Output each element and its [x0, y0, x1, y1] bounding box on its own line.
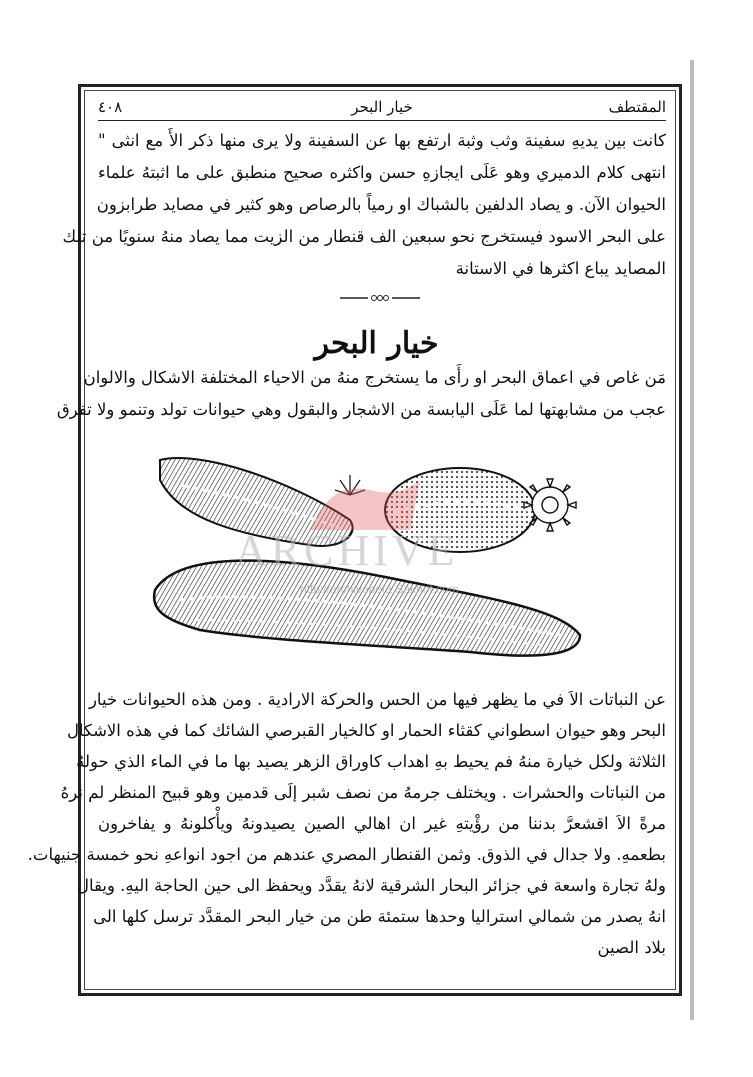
top-paragraph — [62, 125, 666, 285]
text-line: مرةً الاَ اقشعرَّ بدننا من رؤْيتهِ غير ان اهالي الصين يصيدونهُ ويأْكلونهُ و يفاخرون — [98, 814, 666, 833]
section-title: خيار البحر — [351, 98, 413, 116]
text-line: بطعمهِ. ولا جدال في الذوق. وثمن القنطار المصري عندهم من اجود انواعهِ نحو خمسة جنيهات. — [27, 845, 666, 864]
text-line: انهُ يصدر من شمالي استراليا وحدها ستمئة طن من خيار البحر المقدَّد ترسل كلها الى — [93, 907, 666, 926]
watermark-url: http://archivebeta.Sakhrit.com — [300, 582, 459, 596]
text-line: ولهُ تجارة واسعة في جزائر البحار الشرقية لانهُ يقدَّد ويحفظ الى حين الحاجة اليهِ. ويقال — [76, 876, 666, 895]
text-line: بلاد الصين — [597, 938, 666, 957]
text-line: على البحر الاسود فيستخرج نحو سبعين الف قنطار من الزيت مما يصاد منهُ سنويًا من تلك — [62, 227, 666, 246]
text-line: المصايد يباع اكثرها في الاستانة — [455, 259, 666, 278]
section-divider-ornament — [340, 292, 420, 304]
text-line: عجب من مشابهتها لما عَلَى اليابسة من الاشجار والبقول وهي حيوانات تولد وتنمو ولا تفرق — [56, 400, 666, 419]
page-number: ٤٠٨ — [98, 98, 123, 116]
watermark-text: ARCHIVE — [235, 526, 459, 575]
article-body — [27, 684, 666, 963]
article-intro — [56, 362, 666, 426]
article-title: خيار البحر — [314, 326, 439, 361]
text-line: عن النباتات الاَ في ما يظهر فيها من الحس والحركة الارادية . ومن هذه الحيوانات خيار — [88, 690, 666, 709]
text-line: البحر وهو حيوان اسطواني كقثاء الحمار او كالخيار القبرصي الشائك كما في هذه الاشكال — [66, 721, 666, 740]
text-line: الثلاثة ولكل خيارة منهُ فم يحيط بهِ اهداب كاوراق الزهر يصيد بها ما في الماء الذي حولهُ — [76, 752, 666, 771]
text-line: من النباتات والحشرات . ويختلف جرمهُ من نصف شبر إلَى قدمين وهو قبيح المنظر لم نرهُ — [60, 783, 666, 802]
text-line: كانت بين يديهِ سفينة وثب وثبة ارتفع بها عن السفينة ولا يرى منها ذكر الأَ مع انثى " — [98, 131, 666, 150]
text-line: مَن غاص في اعماق البحر او رأَى ما يستخرج منهُ من الاحياء المختلفة الاشكال والالوان — [83, 368, 666, 387]
text-line: الحيوان الآن. و يصاد الدلفين بالشباك او رمياً بالرصاص وهو كثير في مصايد طرابزون — [96, 195, 666, 214]
text-line: انتهى كلام الدميري وهو عَلَى ايجازهِ حسن واكثره صحيح منطبق على ما اثبتهُ علماء — [98, 163, 666, 182]
journal-name: المقتطف — [608, 98, 666, 116]
page-edge — [690, 60, 694, 1020]
running-header — [98, 96, 666, 121]
